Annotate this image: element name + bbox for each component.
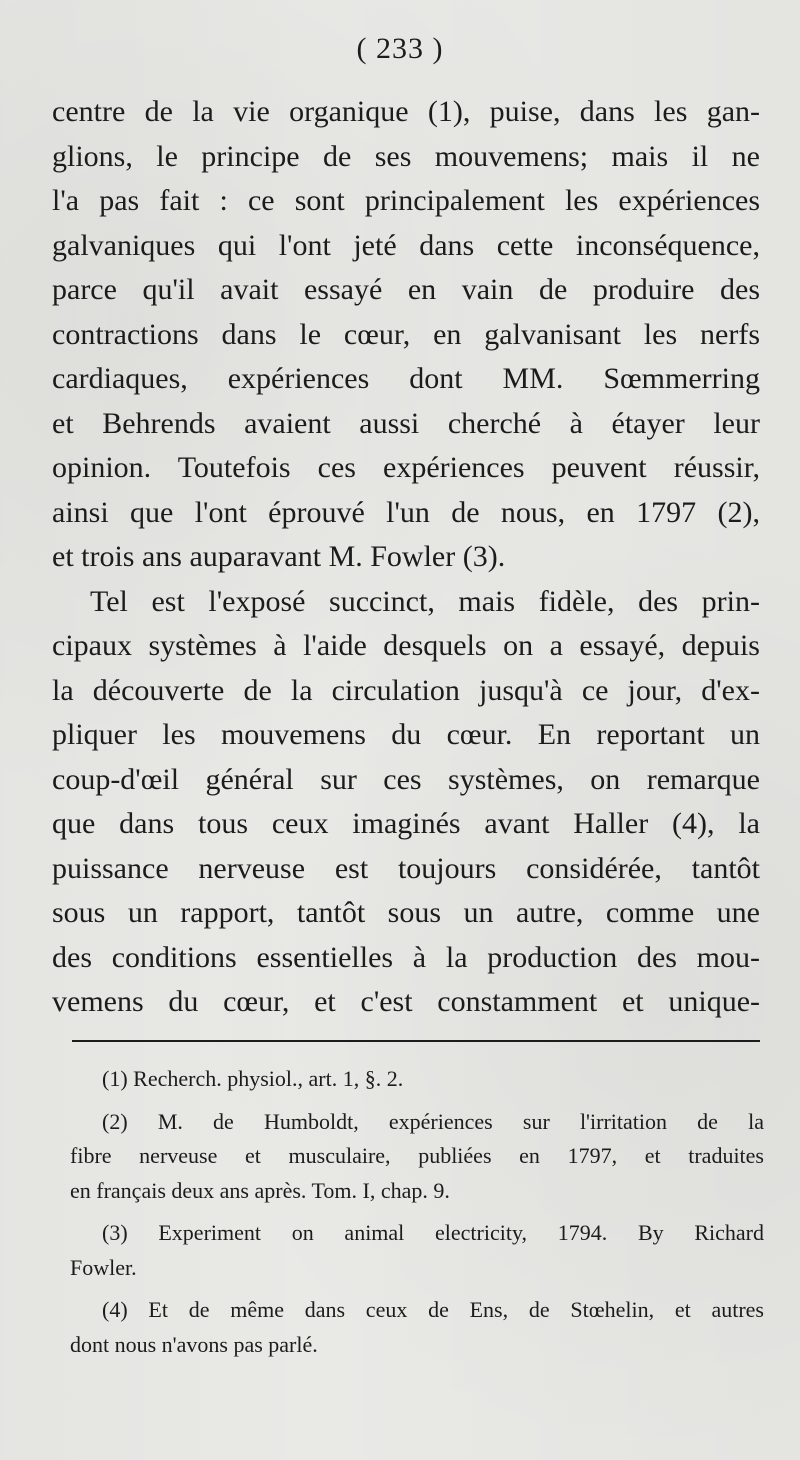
- text-line: que dans tous ceux imaginés avant Haller (4), la: [52, 807, 760, 840]
- footnote-4: [70, 1293, 764, 1362]
- page-number: ( 233 ): [356, 32, 444, 65]
- text-line: sous un rapport, tantôt sous un autre, comme une: [52, 896, 760, 929]
- text-line: puissance nerveuse est toujours considérée, tantôt: [52, 851, 760, 885]
- text-line: et trois ans auparavant M. Fowler (3).: [52, 540, 506, 573]
- text-line: coup-d'œil général sur ces systèmes, on remarque: [52, 762, 760, 796]
- footnote-3: [70, 1216, 764, 1285]
- text-line: galvaniques qui l'ont jeté dans cette inconséquence,: [52, 228, 760, 262]
- paragraph-start-line: Tel est l'exposé succinct, mais fidèle, des prin-: [90, 584, 760, 618]
- main-text: [52, 90, 760, 1025]
- text-line: centre de la vie organique (1), puise, dans les gan-: [52, 95, 760, 128]
- text-line: pliquer les mouvemens du cœur. En reportant un: [52, 718, 760, 751]
- text-line: parce qu'il avait essayé en vain de produire des: [52, 273, 760, 306]
- text-line: opinion. Toutefois ces expériences peuvent réussir,: [52, 451, 760, 484]
- footnote-line: (3) Experiment on animal electricity, 1794. By Richard: [102, 1220, 764, 1245]
- footnote-divider: [72, 1040, 760, 1042]
- text-line: la découverte de la circulation jusqu'à ce jour, d'ex-: [52, 673, 760, 707]
- text-line: ainsi que l'ont éprouvé l'un de nous, en 1797 (2),: [52, 495, 760, 529]
- text-line: cardiaques, expériences dont MM. Sœmmerring: [52, 362, 760, 395]
- text-line: et Behrends avaient aussi cherché à étayer leur: [52, 406, 760, 440]
- footnote-1: [70, 1062, 764, 1097]
- footnote-line: fibre nerveuse et musculaire, publiées en 1797, et traduites: [70, 1143, 764, 1168]
- text-line: vemens du cœur, et c'est constamment et unique-: [52, 985, 760, 1018]
- footnote-line: (1) Recherch. physiol., art. 1, §. 2.: [102, 1066, 404, 1091]
- footnote-2: [70, 1105, 764, 1209]
- text-line: cipaux systèmes à l'aide desquels on a essayé, depuis: [52, 629, 760, 662]
- footnote-line: (4) Et de même dans ceux de Ens, de Stœhelin, et autres: [102, 1297, 764, 1322]
- footnote-line: dont nous n'avons pas parlé.: [70, 1331, 318, 1357]
- text-line: glions, le principe de ses mouvemens; mais il ne: [52, 139, 760, 173]
- footnotes: [70, 1062, 764, 1362]
- footnote-line: Fowler.: [70, 1254, 137, 1280]
- text-line: des conditions essentielles à la production des mou-: [52, 940, 760, 974]
- footnote-line: en français deux ans après. Tom. I, chap. 9.: [70, 1177, 450, 1203]
- text-line: l'a pas fait : ce sont principalement les expériences: [52, 184, 760, 217]
- footnote-line: (2) M. de Humboldt, expériences sur l'irritation de la: [102, 1108, 764, 1134]
- text-line: contractions dans le cœur, en galvanisant les nerfs: [52, 317, 760, 351]
